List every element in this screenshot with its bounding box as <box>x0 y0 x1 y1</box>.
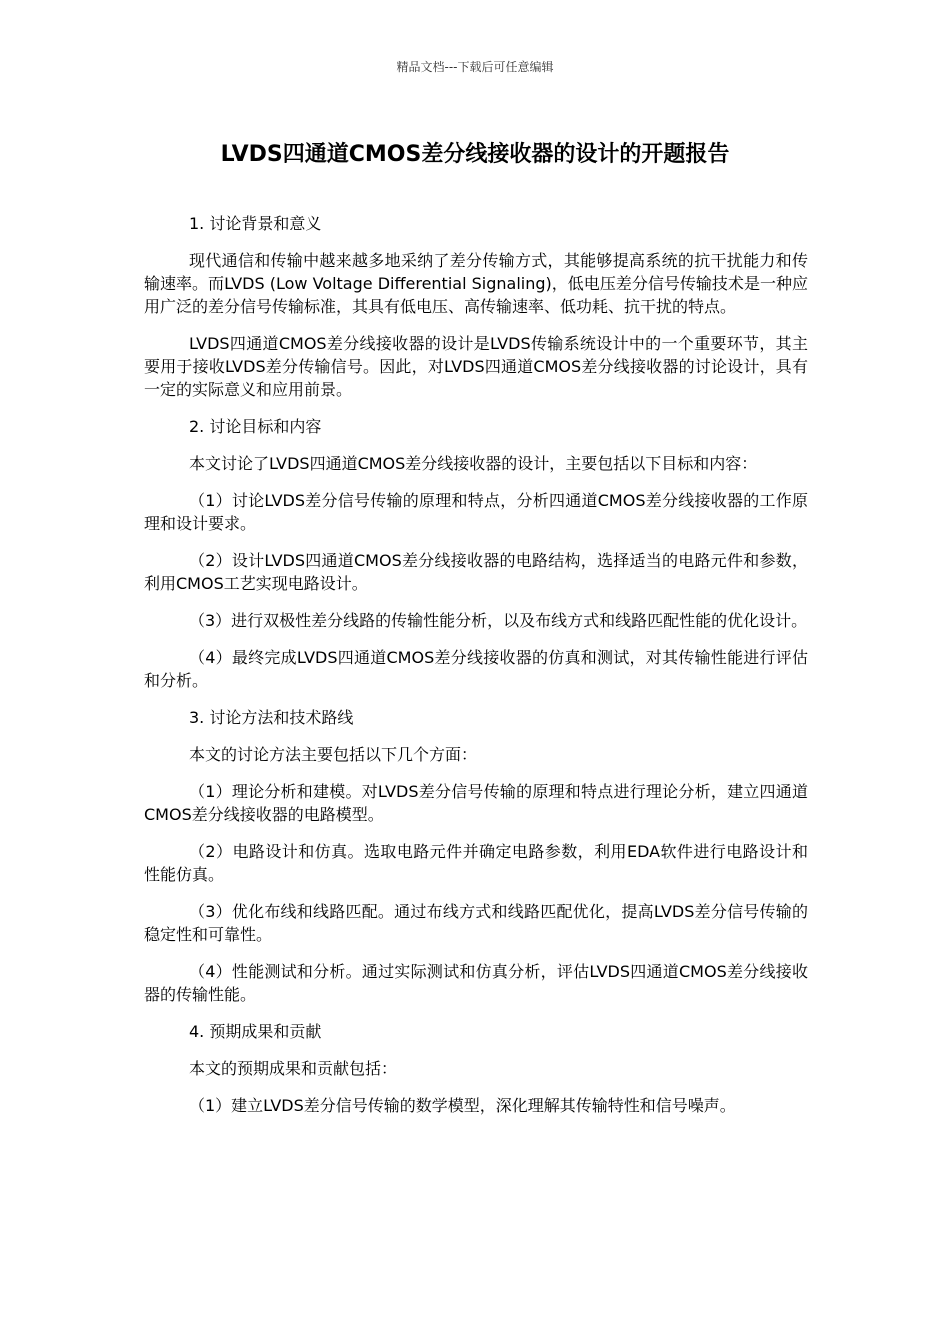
list-item: （1）建立LVDS差分信号传输的数学模型，深化理解其传输特性和信号噪声。 <box>189 1096 736 1115</box>
list-item: （2）电路设计和仿真。选取电路元件并确定电路参数，利用EDA软件进行电路设计和性能仿真。 <box>144 842 808 884</box>
paragraph: LVDS四通道CMOS差分线接收器的设计是LVDS传输系统设计中的一个重要环节，其主要用于接收LVDS差分传输信号。因此，对LVDS四通道CMOS差分线接收器的讨论设计，具有一定的实际意义和应用前景。 <box>144 334 808 399</box>
list-item: （4）最终完成LVDS四通道CMOS差分线接收器的仿真和测试，对其传输性能进行评估和分析。 <box>144 648 808 690</box>
paragraph: 本文的讨论方法主要包括以下几个方面： <box>189 745 478 764</box>
list-item: （3）进行双极性差分线路的传输性能分析，以及布线方式和线路匹配性能的优化设计。 <box>189 611 808 630</box>
list-item: （1）理论分析和建模。对LVDS差分信号传输的原理和特点进行理论分析，建立四通道CMOS差分线接收器的电路模型。 <box>144 782 808 824</box>
section-heading-2: 2. 讨论目标和内容 <box>189 417 322 436</box>
paragraph: 现代通信和传输中越来越多地采纳了差分传输方式，其能够提高系统的抗干扰能力和传输速率。而LVDS (Low Voltage Differential Signaling)，低电压差分信号传输技术是一种应用广泛的差分信号传输标准，其具有低电压、高传输速率、低功耗、抗干扰的特点。 <box>144 251 808 316</box>
paragraph: 本文讨论了LVDS四通道CMOS差分线接收器的设计，主要包括以下目标和内容： <box>189 454 758 473</box>
list-item: （3）优化布线和线路匹配。通过布线方式和线路匹配优化，提高LVDS差分信号传输的稳定性和可靠性。 <box>144 902 808 944</box>
paragraph: 本文的预期成果和贡献包括： <box>189 1059 398 1078</box>
page-header: 精品文档---下载后可任意编辑 <box>396 60 554 74</box>
list-item: （4）性能测试和分析。通过实际测试和仿真分析，评估LVDS四通道CMOS差分线接收器的传输性能。 <box>144 962 808 1004</box>
document-body <box>144 212 808 1131</box>
list-item: （2）设计LVDS四通道CMOS差分线接收器的电路结构，选择适当的电路元件和参数，利用CMOS工艺实现电路设计。 <box>144 551 808 593</box>
section-heading-3: 3. 讨论方法和技术路线 <box>189 708 354 727</box>
section-heading-4: 4. 预期成果和贡献 <box>189 1022 322 1041</box>
document-title: LVDS四通道CMOS差分线接收器的设计的开题报告 <box>220 142 730 167</box>
section-heading-1: 1. 讨论背景和意义 <box>189 214 322 233</box>
list-item: （1）讨论LVDS差分信号传输的原理和特点，分析四通道CMOS差分线接收器的工作原理和设计要求。 <box>144 491 808 533</box>
